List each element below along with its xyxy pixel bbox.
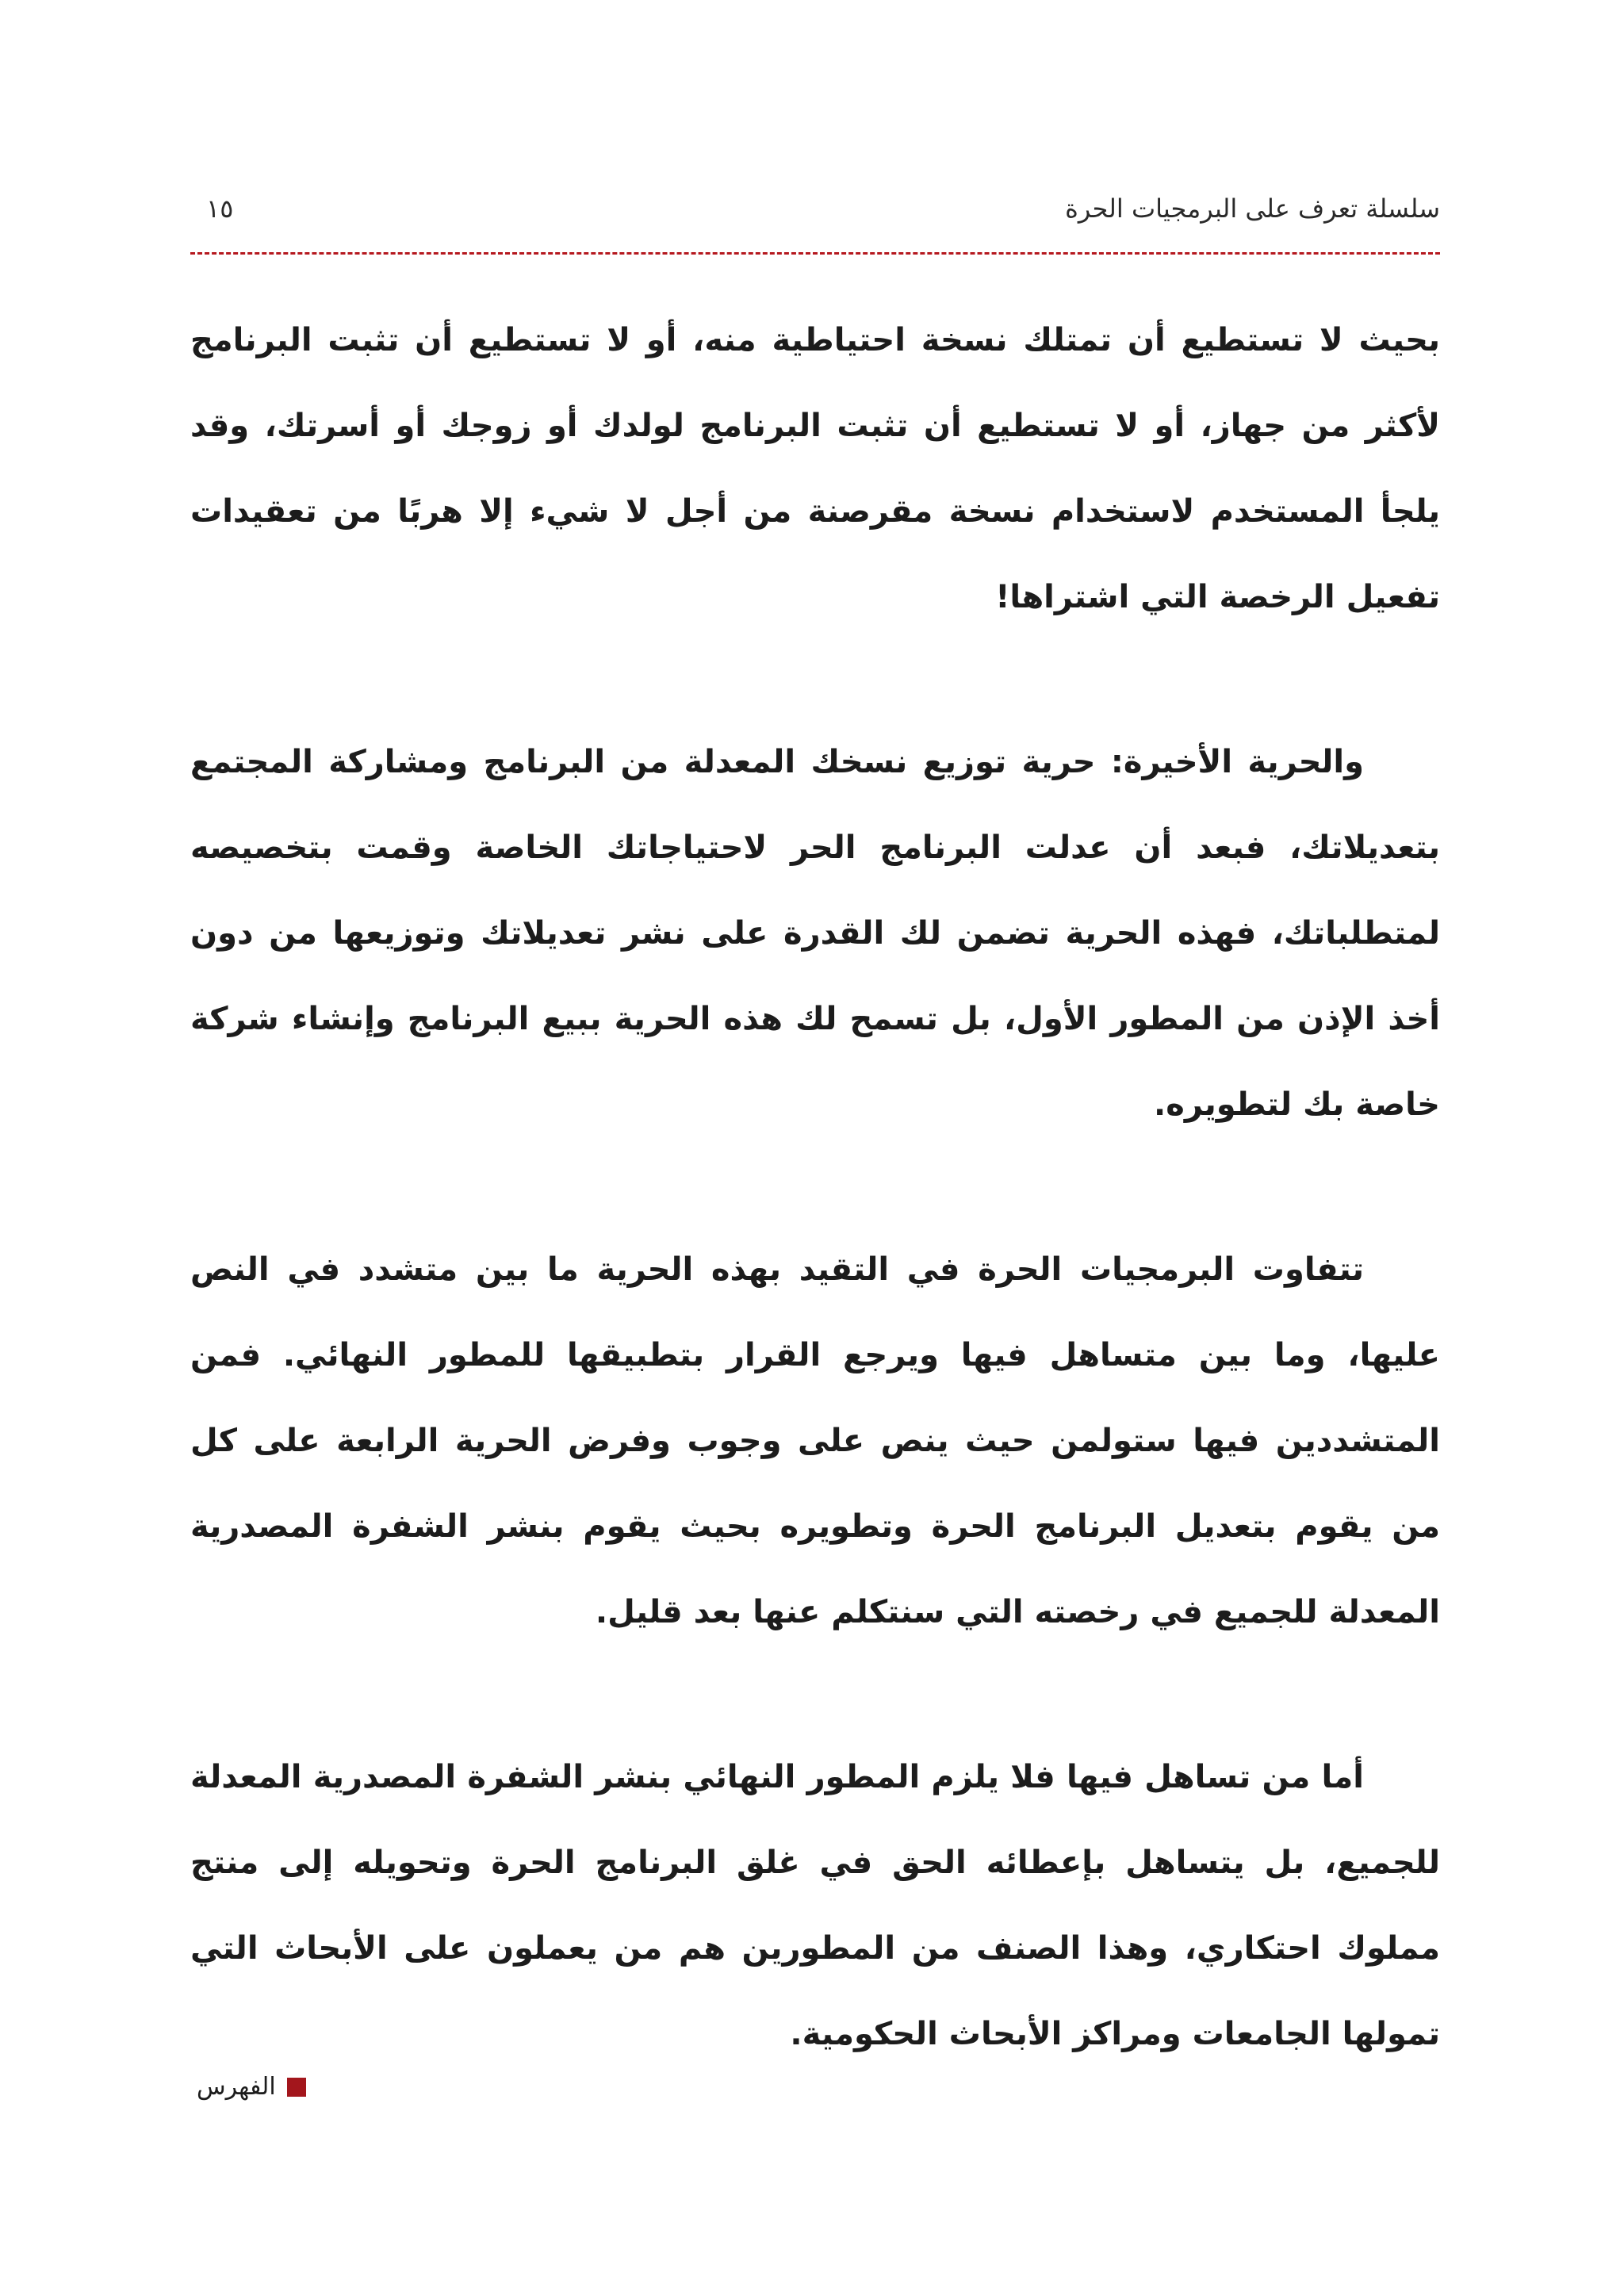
paragraph-3-text: تتفاوت البرمجيات الحرة في التقيد بهذه الحرية ما بين متشدد في النص عليها، وما بين متساهل فيها ويرجع القرار بتطبيقها للمطور النهائي. فمن المتشددين فيها ستولمن حيث ينص على وجوب وفرض الحرية الرابعة على كل من يقوم بتعديل البرنامج الحرة وتطويره بحيث يقوم بنشر الشفرة المصدرية المعدلة للجميع في رخصته التي سنتكلم عنها بعد قليل.	[190, 1251, 1440, 1630]
page-number: ١٥	[206, 193, 234, 224]
paragraph-4-text: أما من تساهل فيها فلا يلزم المطور النهائي بنشر الشفرة المصدرية المعدلة للجميع، بل يتساهل بإعطائه الحق في غلق البرنامج الحرة وتحويله إلى منتج مملوك احتكاري، وهذا الصنف من المطورين هم من يعملون على الأبحاث التي تمولها الجامعات ومراكز الأبحاث الحكومية.	[190, 1759, 1440, 2052]
document-body	[190, 297, 1440, 2156]
header-title: سلسلة تعرف على البرمجيات الحرة	[1065, 193, 1440, 224]
paragraph-2-lead: والحرية الأخيرة:	[1110, 744, 1364, 780]
paragraph-4	[190, 1734, 1440, 2077]
footer-index-link[interactable]	[197, 2071, 306, 2103]
header-dashed-rule	[190, 252, 1440, 255]
page-header	[190, 189, 1440, 228]
paragraph-3	[190, 1227, 1440, 1655]
paragraph-1-text: بحيث لا تستطيع أن تمتلك نسخة احتياطية منه، أو لا تستطيع أن تثبت البرنامج لأكثر من جهاز، أو لا تستطيع أن تثبت البرنامج لولدك أو زوجك أو أسرتك، وقد يلجأ المستخدم لاستخدام نسخة مقرصنة من أجل لا شيء إلا هربًا من تعقيدات تفعيل الرخصة التي اشتراها!	[190, 322, 1440, 615]
square-bullet-icon	[287, 2078, 306, 2097]
index-link-label: الفهرس	[197, 2073, 276, 2101]
paragraph-1	[190, 297, 1440, 640]
paragraph-2	[190, 719, 1440, 1147]
paragraph-2-text: حرية توزيع نسخك المعدلة من البرنامج ومشاركة المجتمع بتعديلاتك، فبعد أن عدلت البرنامج الحر لاحتياجاتك الخاصة وقمت بتخصيصه لمتطلباتك، فهذه الحرية تضمن لك القدرة على نشر تعديلاتك وتوزيعها من دون أخذ الإذن من المطور الأول، بل تسمح لك هذه الحرية ببيع البرنامج وإنشاء شركة خاصة بك لتطويره.	[190, 744, 1440, 1123]
